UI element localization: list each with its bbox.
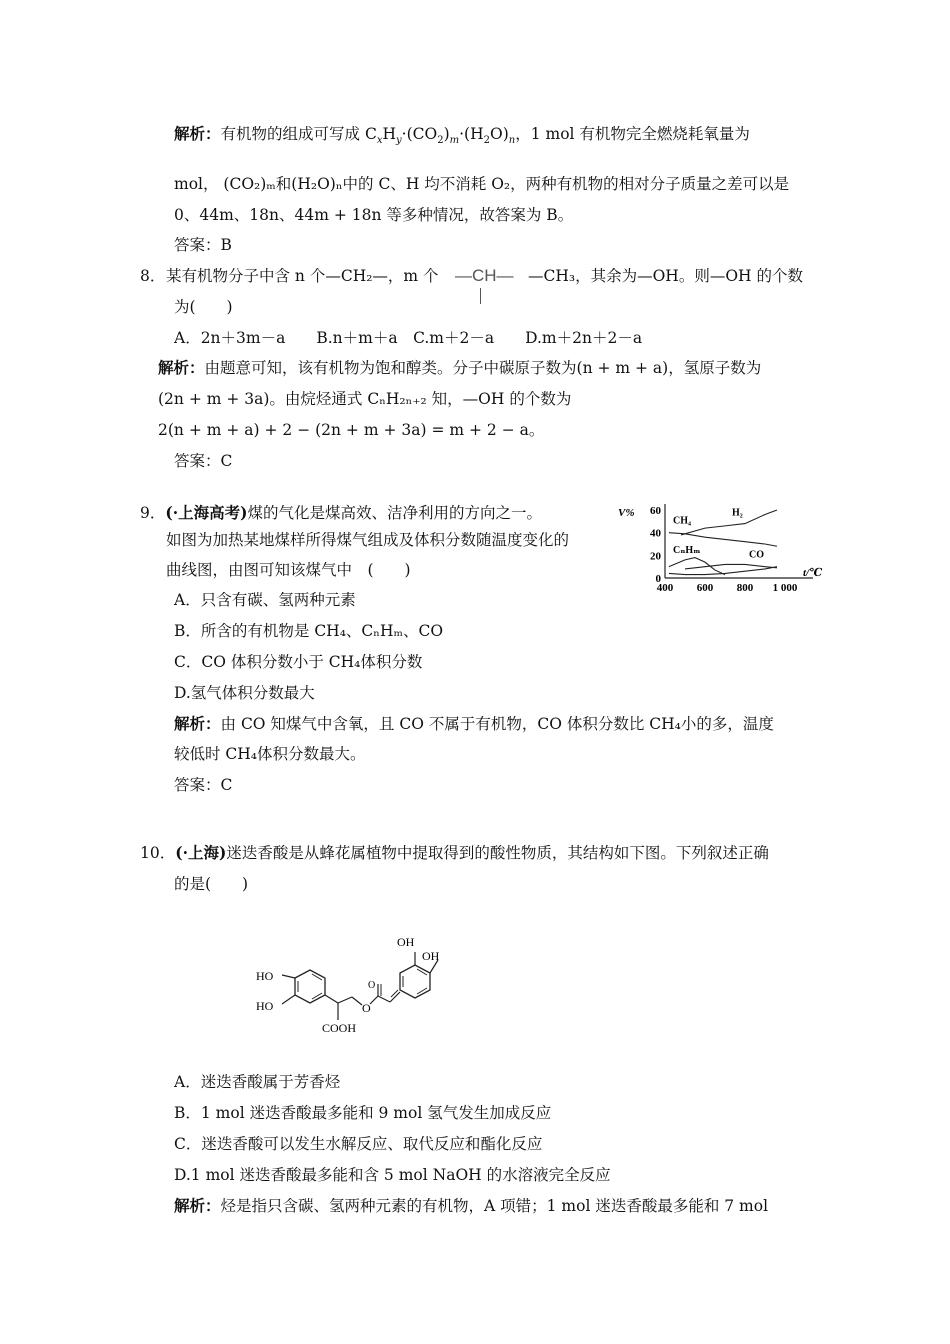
y-tick-label: 20 [650,550,661,563]
x-tick-label: 600 [696,582,714,594]
series-label: CH₄ [673,515,691,527]
q7-analysis-line2: mol， (CO₂)ₘ和(H₂O)ₙ中的 C、H 均不消耗 O₂，两种有机物的相对分子质量之差可以是 [174,175,790,193]
q9-stem3: 曲线图，由图可知该煤气中 ( ) [166,561,411,579]
series-label: CO [749,549,764,561]
left-benzene-ring [295,970,325,1003]
series-line-3 [685,564,777,569]
q8-number: 8． [140,267,166,285]
q9-stem2: 如图为加热某地煤样所得煤气组成及体积分数随温度变化的 [166,531,570,549]
coal-gas-chart [610,500,823,600]
y-tick-label: 0 [655,573,661,585]
q10-line1: 10．(·上海)迷迭香酸是从蜂花属植物中提取得到的酸性物质，其结构如下图。下列叙述正确 [140,843,769,862]
x-tick-label: 1 000 [772,582,798,594]
x-tick-label: 400 [656,582,674,594]
q8-answer: 答案：C [174,452,233,470]
q7-analysis-line1: 解析：有机物的组成可写成 $C_xH_y\cdot(CO_2)_m\cdot(H_2O)_n$，1 mol 有机物完全燃烧耗氧量为 [174,124,750,147]
series-line-2 [669,558,725,575]
q7-analysis-line3: 0、44m、18n、44m + 18n 等多种情况，故答案为 B。 [174,206,574,224]
q10-option-b: B．1 mol 迷迭香酸最多能和 9 mol 氢气发生加成反应 [174,1104,552,1122]
left-ho-2: HO [256,999,274,1013]
molecule-svg [250,930,450,1040]
right-oh-2: OH [422,949,440,963]
q8-analysis-line2: (2n + m + 3a)。由烷烃通式 CₙH₂ₙ₊₂ 知，—OH 的个数为 [158,390,572,408]
q10-analysis-label: 解析： [174,1196,221,1215]
q9-option-c: C．CO 体积分数小于 CH₄体积分数 [174,653,423,671]
q10-source: (·上海) [175,843,227,862]
y-tick-label: 40 [650,527,661,540]
q10-option-d: D.1 mol 迷迭香酸最多能和含 5 mol NaOH 的水溶液完全反应 [174,1166,611,1184]
q9-source: (·上海高考) [165,503,248,522]
q8-stem-c: 为( ) [174,298,233,316]
series-line-0 [681,507,777,535]
cooh-label: COOH [322,1021,357,1035]
q8-ch-label: —CH— [455,266,514,285]
left-ho-1: HO [256,969,274,983]
q9-analysis-line1: 解析：由 CO 知煤气中含氧，且 CO 不属于有机物，CO 体积分数比 CH₄小的多，温度 [174,714,774,733]
q10-number: 10． [140,844,176,862]
q8-analysis-label: 解析： [158,358,205,377]
x-axis-label: t/℃ [803,567,823,579]
series-label: H₂ [732,507,743,519]
q9-option-a: A．只含有碳、氢两种元素 [174,591,356,609]
q9-analysis-line2: 较低时 CH₄体积分数最大。 [174,745,366,763]
q8-stem-a: 某有机物分子中含 n 个—CH₂—，m 个 [166,267,439,285]
q10-analysis-line1: 解析：烃是指只含碳、氢两种元素的有机物，A 项错；1 mol 迷迭香酸最多能和 7 mol [174,1196,769,1215]
ester-o-label: O [362,1001,371,1015]
series-label: CₙHₘ [673,545,701,557]
q9-answer: 答案：C [174,776,233,794]
q10-stem2: 的是( ) [174,875,249,893]
q9-number: 9． [140,504,166,522]
rosmarinic-acid-structure [250,930,450,1040]
q7-analysis-label: 解析： [174,124,221,143]
q8-stem-b: —CH₃，其余为—OH。则—OH 的个数 [528,267,803,285]
x-tick-label: 800 [736,582,754,594]
right-benzene-ring [400,965,430,998]
q10-option-a: A．迷迭香酸属于芳香烃 [174,1073,341,1091]
series-line-4 [669,567,777,575]
q9-option-d: D.氢气体积分数最大 [174,684,315,702]
q7-answer: 答案：B [174,236,232,254]
q8-ch-structure [455,264,525,308]
q9-line1: 9．(·上海高考)煤的气化是煤高效、洁净利用的方向之一。 [140,503,542,522]
y-axis-label: V% [618,507,635,519]
q8-analysis-line1: 解析：由题意可知，该有机物为饱和醇类。分子中碳原子数为(n + m + a)，氢原子数为 [158,358,762,377]
y-tick-label: 60 [650,505,661,517]
chart-svg [610,500,823,600]
right-oh-1: OH [397,935,415,949]
q9-option-b: B．所含的有机物是 CH₄、CₙHₘ、CO [174,622,444,640]
q10-option-c: C．迷迭香酸可以发生水解反应、取代反应和酯化反应 [174,1135,543,1153]
q8-options: A．2n＋3m－a B.n＋m＋a C.m＋2－a D.m＋2n＋2－a [174,329,643,347]
carbonyl-o-label: O [368,980,376,991]
q8-ch-bond [480,288,481,304]
q8-analysis-line3: 2(n + m + a) + 2 − (2n + m + 3a) = m + 2 − a。 [158,421,545,439]
q9-analysis-label: 解析： [174,714,221,733]
